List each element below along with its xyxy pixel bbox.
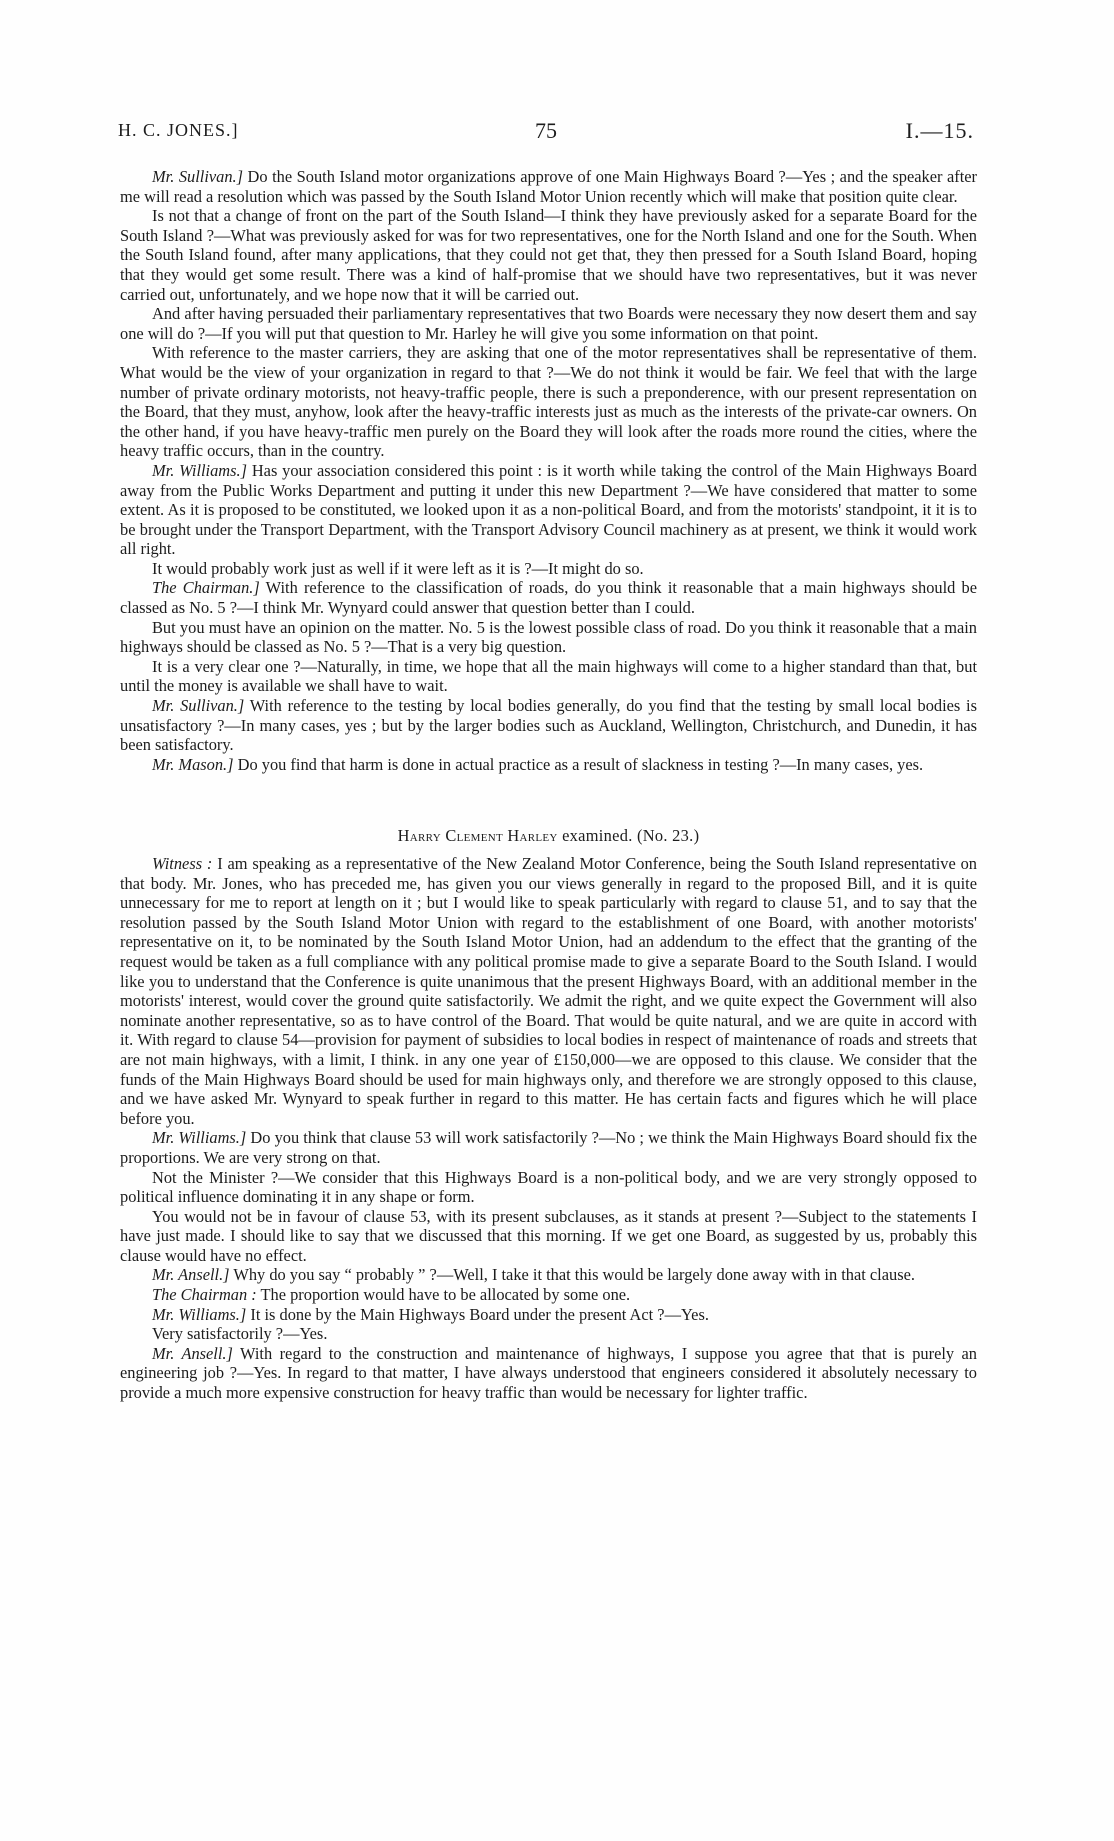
paragraph <box>120 461 977 559</box>
page-number: 75 <box>535 118 557 143</box>
witness-heading <box>120 826 977 846</box>
body-text <box>120 167 977 1403</box>
witness-name: Harry Clement Harley <box>397 826 558 846</box>
paragraph <box>120 1207 977 1266</box>
paragraph <box>120 618 977 657</box>
speaker-label: Mr. Williams.] <box>152 1128 247 1148</box>
paragraph-text: Do the South Island motor organizations approve of one Main Highways Board ?—Yes ; and the speaker after me will read a resolution which was passed by the South Island Motor Union recently which will make that position quite clear. <box>120 167 977 206</box>
paragraph-text: Has your association considered this point : is it worth while taking the control of the Main Highways Board away from the Public Works Department and putting it under this new Department ?—We have considered that matter to some extent. As it is proposed to be constituted, we looked upon it as a non-political Board, and from the motorists' standpoint, it it is to be brought under the Transport Department, with the Transport Advisory Council machinery as at present, we think it would work all right. <box>120 460 977 559</box>
paragraph <box>120 1128 977 1167</box>
paragraph <box>120 1305 977 1325</box>
speaker-label: Mr. Williams.] <box>152 1304 247 1324</box>
testimony-before <box>120 167 977 774</box>
paragraph <box>120 1265 977 1285</box>
paragraph-text: With reference to the classification of roads, do you think it reasonable that a main highways should be classed as No. 5 ?—I think Mr. Wynyard could answer that question better than I could. <box>120 578 977 618</box>
header-paper-reference: I.—15. <box>905 118 974 143</box>
speaker-label: Mr. Sullivan.] <box>152 696 245 716</box>
paragraph-text: Is not that a change of front on the part of the South Island—I think they have previously asked for a separate Board for the South Island ?—What was previously asked for was for two representatives, one for the North Island and one for the South. When the South Island found, after many applications, that they could not get that, they then pressed for a South Island Board, hoping that they would get some result. There was a kind of half-promise that we should have two representatives, but it was never carried out, unfortunately, and we hope now that it will be carried out. <box>120 206 977 304</box>
paragraph-text: And after having persuaded their parliamentary representatives that two Boards were necessary they now desert them and say one will do ?—If you will put that question to Mr. Harley he will give you some information on that point. <box>120 304 977 343</box>
paragraph-text: The proportion would have to be allocated by some one. <box>256 1285 631 1305</box>
paragraph <box>120 1285 977 1305</box>
paragraph-text: With reference to the testing by local bodies generally, do you find that the testing by small local bodies is unsatisfactory ?—In many cases, yes ; but by the larger bodies such as Auckland, Wellington, Christchurch, and Dunedin, it has been satisfactory. <box>120 696 977 755</box>
paragraph <box>120 304 977 343</box>
paragraph <box>120 1324 977 1344</box>
paragraph <box>120 854 977 1128</box>
paragraph-text: With regard to the construction and maintenance of highways, I suppose you agree that that is purely an engineering job ?—Yes. In regard to that matter, I have always understood that engineers considered it absolutely necessary to provide a much more expensive construction for heavy traffic than would be necessary for lighter traffic. <box>120 1343 978 1403</box>
paragraph-text: But you must have an opinion on the matter. No. 5 is the lowest possible class of road. Do you think it reasonable that a main highways should be classed as No. 5 ?—That is a very big question. <box>120 617 977 657</box>
paragraph <box>120 1168 977 1207</box>
paragraph-text: You would not be in favour of clause 53, with its present subclauses, as it stands at present ?—Subject to the statements I have just made. I should like to say that we discussed that this morning. If we get one Board, as suggested by us, probably this clause would have no effect. <box>120 1206 977 1265</box>
paragraph <box>120 343 977 461</box>
speaker-label: Mr. Ansell.] <box>152 1265 230 1285</box>
paragraph-text: Very satisfactorily ?—Yes. <box>152 1324 328 1344</box>
paragraph <box>120 1344 977 1403</box>
paragraph-text: Why do you say “ probably ” ?—Well, I take it that this would be largely done away with in that clause. <box>229 1265 915 1285</box>
paragraph-text: It is a very clear one ?—Naturally, in time, we hope that all the main highways will come to a higher standard than that, but until the money is available we shall have to wait. <box>120 656 977 696</box>
witness-heading-rest: examined. (No. 23.) <box>557 826 700 846</box>
paragraph <box>120 578 977 617</box>
header-witness-name: H. C. JONES.] <box>118 120 239 140</box>
paragraph-text: I am speaking as a representative of the New Zealand Motor Conference, being the South Island representative on that body. Mr. Jones, who has preceded me, has given you our views generally in regard to the proposed Bill, and it is quite unnecessary for me to report at length on it ; but I would like to speak particularly with regard to clause 51, and to say that the resolution passed by the South Island Motor Union with regard to the establishment of one Board, with another motorists' representative on it, to be nominated by the South Island Motor Union, had an addendum to the effect that the granting of the request would be taken as a full compliance with any political promise made to give a separate Board to the South Island. I would like you to understand that the Conference is quite unanimous that the present Highways Board, with an additional member in the motorists' interest, would cover the ground quite satisfactorily. We admit the right, and we quite expect the Government will also nominate another representative, so as to have control of the Board. That would be quite natural, and we are quite in accord with it. With regard to clause 54—provision for payment of subsidies to local bodies in respect of maintenance of roads and streets that are not main highways, with a limit, I think. in any one year of £150,000—we are opposed to this clause. We consider that the funds of the Main Highways Board should be used for main highways only, and therefore we are strongly opposed to this clause, and we have asked Mr. Wynyard to speak further in regard to this matter. He has certain facts and figures which he will place before you. <box>120 854 977 1128</box>
paragraph <box>120 167 977 206</box>
paragraph-text: It would probably work just as well if it were left as it is ?—It might do so. <box>152 558 644 578</box>
speaker-label: Mr. Mason.] <box>152 754 234 774</box>
speaker-label: The Chairman : <box>152 1285 257 1305</box>
paragraph <box>120 559 977 579</box>
paragraph <box>120 755 977 775</box>
paragraph-text: Do you find that harm is done in actual practice as a result of slackness in testing ?—In many cases, yes. <box>233 754 924 774</box>
speaker-label: Witness : <box>152 854 213 873</box>
paragraph-text: It is done by the Main Highways Board under the present Act ?—Yes. <box>246 1304 709 1324</box>
paragraph <box>120 657 977 696</box>
speaker-label: Mr. Sullivan.] <box>152 167 244 186</box>
speaker-label: The Chairman.] <box>152 578 260 598</box>
paragraph-text: Not the Minister ?—We consider that this Highways Board is a non-political body, and we are very strongly opposed to political influence dominating it in any shape or form. <box>120 1167 977 1207</box>
testimony-after <box>120 854 977 1403</box>
running-header <box>118 118 974 146</box>
paragraph <box>120 696 977 755</box>
paragraph <box>120 206 977 304</box>
speaker-label: Mr. Williams.] <box>152 460 247 480</box>
speaker-label: Mr. Ansell.] <box>152 1343 233 1363</box>
paragraph-text: With reference to the master carriers, they are asking that one of the motor representatives shall be representative of them. What would be the view of your organization in regard to that ?—We do not think it would be fair. We feel that with the large number of private ordinary motorists, not heavy-traffic people, there is such a preponderence, with our present representation on the Board, that they must, anyhow, look after the heavy-traffic interests just as much as the interests of the private-car owners. On the other hand, if you have heavy-traffic men purely on the Board they will look after the roads more round the cities, where the heavy traffic occurs, than in the country. <box>120 343 977 461</box>
paragraph-text: Do you think that clause 53 will work satisfactorily ?—No ; we think the Main Highways Board should fix the proportions. We are very strong on that. <box>120 1128 977 1167</box>
